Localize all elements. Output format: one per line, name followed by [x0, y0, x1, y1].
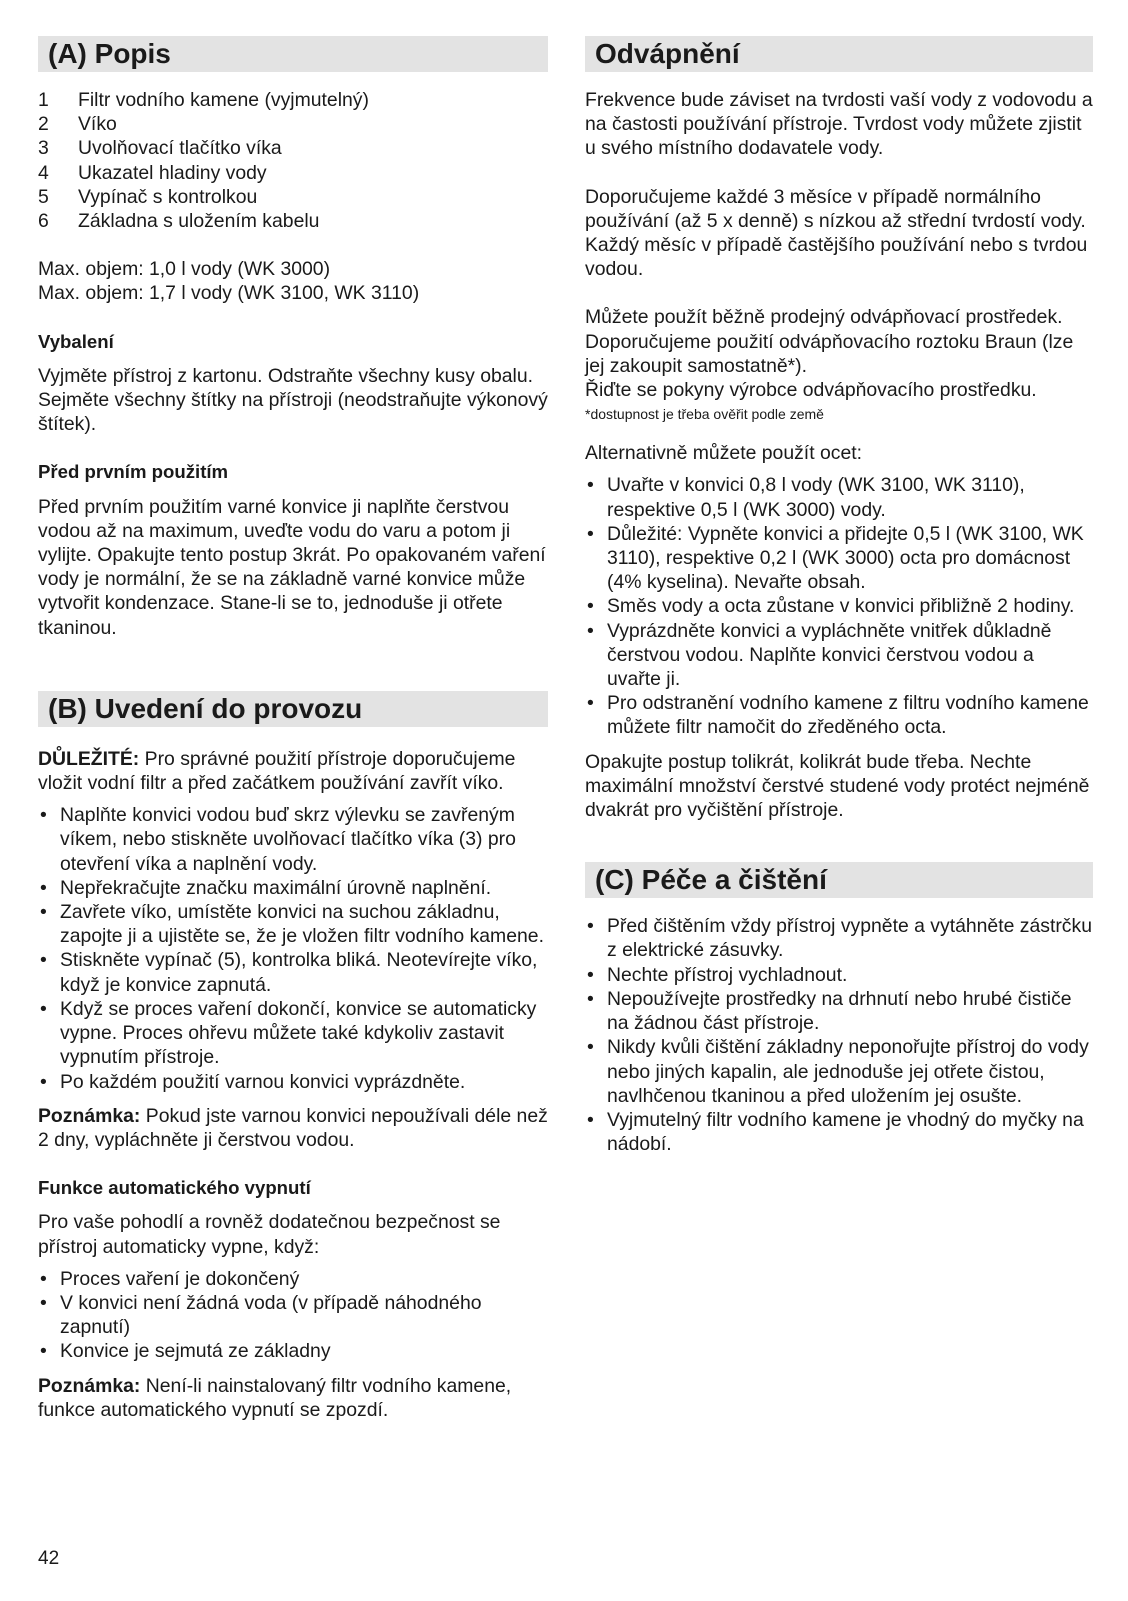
- first-use-text: Před prvním použitím varné konvice ji naplňte čerstvou vodou až na maximum, uveďte vodu do varu a potom ji vylijte. Opakujte tento postup 3krát. Po opakovaném vaření vody je normální, že se na základně varné konvice může vytvořit kondenzace. Stane-li se to, jednoduše ji otřete tkaninou.: [38, 495, 546, 639]
- descaling-paragraph: Můžete použít běžně prodejný odvápňovací prostředek.: [585, 306, 1063, 329]
- section-a-heading: (A) Popis: [38, 36, 548, 72]
- important-paragraph: [38, 747, 548, 795]
- part-number: 5: [38, 185, 49, 208]
- descaling-paragraph: Řiďte se pokyny výrobce odvápňovacího prostředku.: [585, 379, 1037, 402]
- list-item: • Naplňte konvici vodou buď skrz výlevku se zavřeným víkem, nebo stiskněte uvolňovací tlačítko víka (3) pro otevření víka a naplnění vody.: [38, 803, 548, 876]
- list-item: • Nepoužívejte prostředky na drhnutí nebo hrubé čističe na žádnou část přístroje.: [585, 987, 1093, 1035]
- note-paragraph: [38, 1104, 548, 1152]
- part-label: Vypínač s kontrolkou: [78, 185, 258, 208]
- parts-list-item: [38, 185, 548, 209]
- auto-off-bullet-list: [38, 1267, 548, 1364]
- parts-list-item: [38, 88, 548, 112]
- parts-list: [38, 88, 548, 233]
- part-number: 1: [38, 89, 49, 111]
- important-label: DŮLEŽITÉ:: [38, 747, 140, 770]
- list-item: • Uvařte v konvici 0,8 l vody (WK 3100, WK 3110), respektive 0,5 l (WK 3000) vody.: [585, 473, 1093, 521]
- note-label: Poznámka:: [38, 1104, 141, 1127]
- unpacking-heading: Vybalení: [38, 330, 114, 352]
- list-item: • V konvici není žádná voda (v případě náhodného zapnutí): [38, 1291, 548, 1339]
- list-item: • Stiskněte vypínač (5), kontrolka bliká. Neotevírejte víko, když je konvice zapnutá.: [38, 948, 548, 996]
- capacity-line: Max. objem: 1,0 l vody (WK 3000): [38, 258, 331, 281]
- part-label: Základna s uložením kabelu: [78, 210, 320, 233]
- part-number: 4: [38, 161, 49, 184]
- note-text: Pokud jste varnou konvici nepoužívali déle než 2 dny, vypláchněte ji čerstvou vodou.: [38, 1104, 548, 1151]
- note-paragraph: [38, 1374, 548, 1422]
- parts-list-item: [38, 112, 548, 136]
- list-item: • Nechte přístroj vychladnout.: [585, 963, 1093, 987]
- vinegar-bullet-list: [585, 473, 1093, 739]
- setup-bullet-list: [38, 803, 548, 1093]
- list-item: • Nepřekračujte značku maximální úrovně naplnění.: [38, 876, 548, 900]
- list-item: • Konvice je sejmutá ze základny: [38, 1339, 548, 1363]
- vinegar-intro: Alternativně můžete použít ocet:: [585, 442, 863, 465]
- parts-list-item: [38, 161, 548, 185]
- page-number: 42: [38, 1548, 60, 1569]
- list-item: • Směs vody a octa zůstane v konvici přibližně 2 hodiny.: [585, 594, 1093, 618]
- capacity-line: Max. objem: 1,7 l vody (WK 3100, WK 3110): [38, 282, 420, 305]
- list-item: • Zavřete víko, umístěte konvici na suchou základnu, zapojte ji a ujistěte se, že je vložen filtr vodního kamene.: [38, 900, 548, 948]
- descaling-heading: Odvápnění: [585, 36, 1093, 72]
- unpacking-text: Vyjměte přístroj z kartonu. Odstraňte všechny kusy obalu. Sejměte všechny štítky na přístroji (neodstraňujte výkonový štítek).: [38, 364, 548, 436]
- note-label: Poznámka:: [38, 1374, 141, 1397]
- part-label: Uvolňovací tlačítko víka: [78, 137, 282, 160]
- right-column: [585, 36, 1093, 1156]
- list-item: • Po každém použití varnou konvici vyprázdněte.: [38, 1070, 548, 1094]
- section-b-heading: (B) Uvedení do provozu: [38, 691, 548, 727]
- section-c-heading: (C) Péče a čištění: [585, 862, 1093, 898]
- left-column: [38, 36, 548, 1422]
- auto-off-heading: Funkce automatického vypnutí: [38, 1177, 311, 1199]
- list-item: • Nikdy kvůli čištění základny neponořujte přístroj do vody nebo jiných kapalin, ale jednoduše jej otřete čistou, navlhčenou tkaninou a před uložením jej osušte.: [585, 1035, 1093, 1108]
- descaling-paragraph: Doporučujeme každé 3 měsíce v případě normálního používání (až 5 x denně) s nízkou až střední tvrdostí vody.: [585, 185, 1086, 232]
- note-text: Není-li nainstalovaný filtr vodního kamene, funkce automatického vypnutí se zpozdí.: [38, 1374, 512, 1421]
- list-item: • Vyprázdněte konvici a vypláchněte vnitřek důkladně čerstvou vodou. Naplňte konvici čerstvou vodou a uvařte ji.: [585, 619, 1093, 692]
- list-item: • Když se proces vaření dokončí, konvice se automaticky vypne. Proces ohřevu můžete také kdykoliv zastavit vypnutím přístroje.: [38, 997, 548, 1070]
- part-number: 6: [38, 210, 49, 233]
- descaling-paragraph: Doporučujeme použití odvápňovacího roztoku Braun (lze jej zakoupit samostatně*).: [585, 330, 1074, 377]
- auto-off-text: Pro vaše pohodlí a rovněž dodatečnou bezpečnost se přístroj automaticky vypne, když:: [38, 1211, 501, 1258]
- first-use-heading: Před prvním použitím: [38, 461, 229, 483]
- list-item: • Proces vaření je dokončený: [38, 1267, 548, 1291]
- list-item: • Vyjmutelný filtr vodního kamene je vhodný do myčky na nádobí.: [585, 1108, 1093, 1156]
- part-number: 2: [38, 113, 49, 136]
- important-text: Pro správné použití přístroje doporučujeme vložit vodní filtr a před začátkem používání zavřít víko.: [38, 747, 516, 795]
- list-item: • Důležité: Vypněte konvici a přidejte 0,5 l (WK 3100, WK 3110), respektive 0,2 l (WK 3000) octa pro domácnost (4% kyselina). Nevařte obsah.: [585, 522, 1093, 595]
- part-label: Ukazatel hladiny vody: [78, 161, 267, 184]
- parts-list-item: [38, 136, 548, 160]
- part-number: 3: [38, 137, 49, 160]
- descaling-paragraph: Frekvence bude záviset na tvrdosti vaší vody z vodovodu a na častosti používání přístroje. Tvrdost vody můžete zjistit u svého místního dodavatele vody.: [585, 89, 1093, 160]
- descaling-closing: Opakujte postup tolikrát, kolikrát bude třeba. Nechte maximální množství čerstvé studené vody protéct nejméně dvakrát pro vyčištění přístroje.: [585, 750, 1090, 822]
- part-label: Filtr vodního kamene (vyjmutelný): [78, 89, 369, 111]
- descaling-paragraph: Každý měsíc v případě častějšího používání nebo s tvrdou vodou.: [585, 234, 1088, 281]
- care-bullet-list: [585, 914, 1093, 1156]
- list-item: • Před čištěním vždy přístroj vypněte a vytáhněte zástrčku z elektrické zásuvky.: [585, 914, 1093, 962]
- availability-footnote: *dostupnost je třeba ověřit podle země: [585, 406, 824, 423]
- part-label: Víko: [78, 113, 117, 136]
- list-item: • Pro odstranění vodního kamene z filtru vodního kamene můžete filtr namočit do zředěného octa.: [585, 691, 1093, 739]
- parts-list-item: [38, 209, 548, 233]
